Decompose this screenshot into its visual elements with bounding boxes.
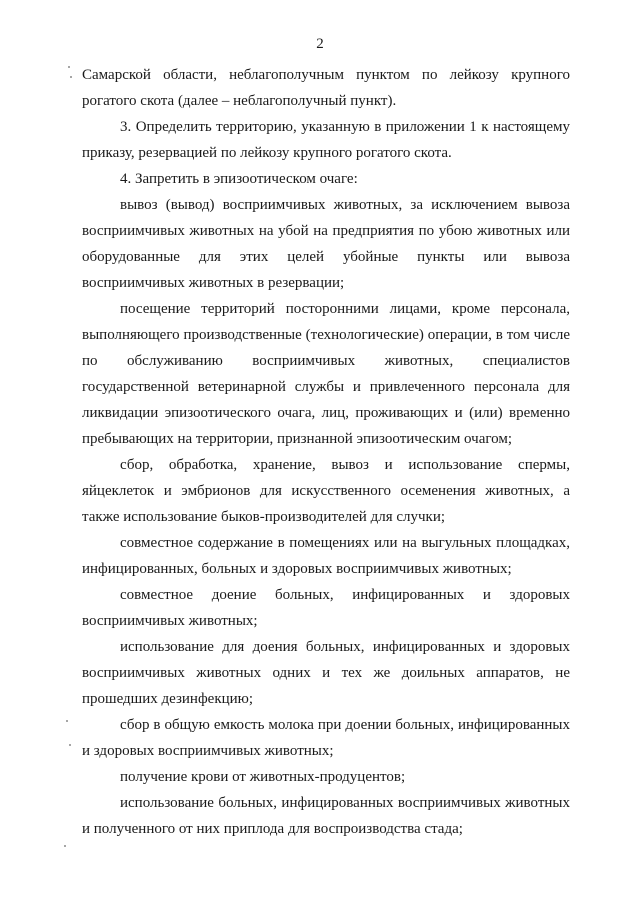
page-number: 2 (316, 36, 324, 52)
paragraph-breeding-ban: использование больных, инфицированных восприимчивых животных и полученного от них приплода для воспроизводства стада; (82, 795, 570, 837)
paragraph-continuation: Самарской области, неблагополучным пунктом по лейкозу крупного рогатого скота (далее – неблагополучный пункт). (82, 67, 570, 109)
scan-speck (64, 845, 66, 847)
paragraph-visit-ban: посещение территорий посторонними лицами, кроме персонала, выполняющего производственные (технологические) операции, в том числе по обслуживанию восприимчивых животных, специалистов государственной ветеринарной службы и привлеченного персонала для ликвидации эпизоотического очага, лиц, проживающих и (или) временно пребывающих на территории, признанной эпизоотическим очагом; (82, 301, 570, 447)
scan-speck (68, 66, 70, 68)
paragraph-item-3: 3. Определить территорию, указанную в приложении 1 к настоящему приказу, резервацией по лейкозу крупного рогатого скота. (82, 119, 570, 161)
paragraph-milking-apparatus-ban: использование для доения больных, инфицированных и здоровых восприимчивых животных одних и тех же доильных аппаратов, не прошедших дезинфекцию; (82, 639, 570, 707)
paragraph-semen-ban: сбор, обработка, хранение, вывоз и использование спермы, яйцеклеток и эмбрионов для искусственного осеменения животных, а также использование быков-производителей для случки; (82, 457, 570, 525)
paragraph-item-4: 4. Запретить в эпизоотическом очаге: (120, 171, 358, 187)
paragraph-milk-collection-ban: сбор в общую емкость молока при доении больных, инфицированных и здоровых восприимчивых животных; (82, 717, 570, 759)
scan-speck (66, 720, 68, 722)
paragraph-joint-keeping-ban: совместное содержание в помещениях или на выгульных площадках, инфицированных, больных и здоровых восприимчивых животных; (82, 535, 570, 577)
scan-speck (70, 76, 72, 78)
paragraph-joint-milking-ban: совместное доение больных, инфицированных и здоровых восприимчивых животных; (82, 587, 570, 629)
paragraph-export-ban: вывоз (вывод) восприимчивых животных, за исключением вывоза восприимчивых животных на убой на предприятия по убою животных или оборудованные для этих целей убойные пункты или вывоза восприимчивых животных в резервации; (82, 197, 570, 291)
paragraph-blood-ban: получение крови от животных-продуцентов; (120, 769, 406, 785)
scan-speck (69, 744, 71, 746)
